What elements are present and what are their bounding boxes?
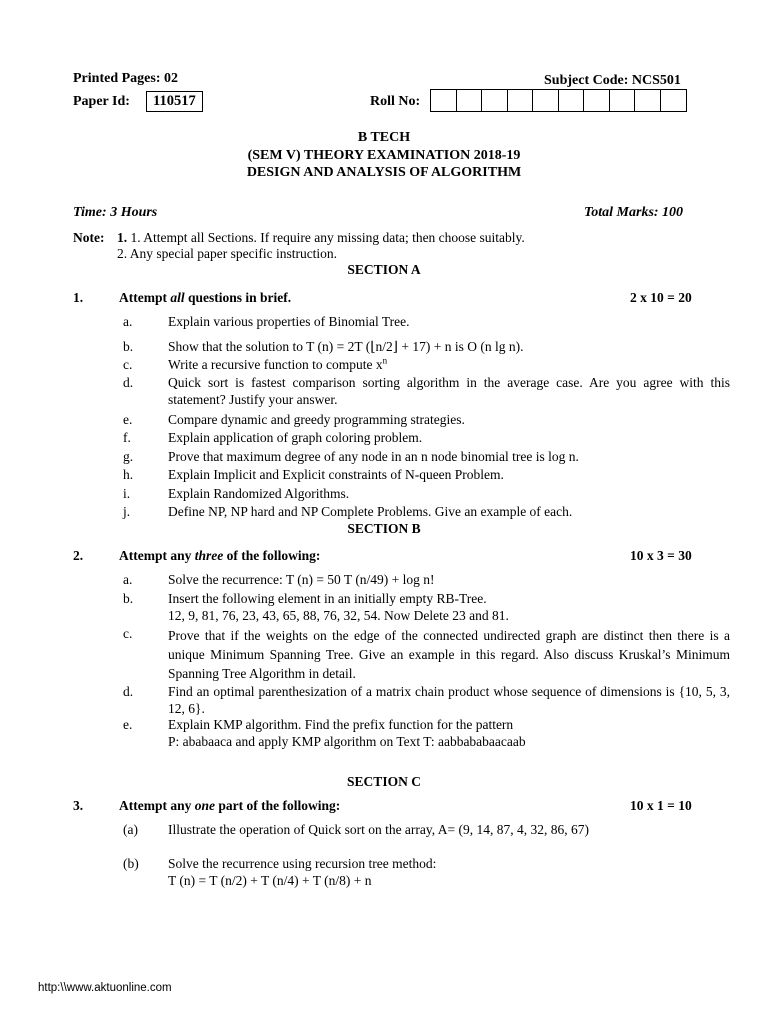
- question-1e: Compare dynamic and greedy programming strategies.: [168, 412, 465, 427]
- roll-cell[interactable]: [610, 90, 636, 111]
- roll-cell[interactable]: [584, 90, 610, 111]
- question-2-marks: 10 x 3 = 30: [630, 548, 692, 563]
- item-label: b.: [123, 339, 134, 354]
- printed-pages: Printed Pages: 02: [73, 71, 178, 86]
- roll-cell[interactable]: [457, 90, 483, 111]
- question-1j: Define NP, NP hard and NP Complete Problems. Give an example of each.: [168, 504, 573, 519]
- paper-id-value: 110517: [146, 91, 203, 112]
- item-label: c.: [123, 357, 133, 372]
- time-allowed: Time: 3 Hours: [73, 205, 158, 220]
- roll-cell[interactable]: [482, 90, 508, 111]
- roll-cell[interactable]: [635, 90, 661, 111]
- subject-code: Subject Code: NCS501: [544, 73, 681, 88]
- roll-cell[interactable]: [508, 90, 534, 111]
- question-2c: Prove that if the weights on the edge of the connected undirected graph are distinct then there is a unique Minimum Spanning Tree. Give an example in this regard. Also discuss Kruskal’s Minimum Spanning Tree Algorithm in detail.: [168, 628, 730, 681]
- question-3b: Solve the recurrence using recursion tree method: T (n) = T (n/2) + T (n/4) + T (n/8) + n: [168, 856, 437, 888]
- item-label: e.: [123, 412, 133, 427]
- item-label: j.: [123, 504, 131, 519]
- section-b-heading: SECTION B: [347, 521, 421, 536]
- question-1-marks: 2 x 10 = 20: [630, 290, 692, 305]
- note-item-2: 2. Any special paper specific instruction.: [117, 246, 338, 261]
- question-1a: Explain various properties of Binomial Tree.: [168, 314, 410, 329]
- note-item-1: 1. 1. Attempt all Sections. If require any missing data; then choose suitably.: [117, 230, 525, 245]
- question-1h: Explain Implicit and Explicit constraints of N-queen Problem.: [168, 467, 504, 482]
- question-2a: Solve the recurrence: T (n) = 50 T (n/49) + log n!: [168, 572, 435, 587]
- item-label: b.: [123, 591, 134, 606]
- title-exam: (SEM V) THEORY EXAMINATION 2018-19: [247, 148, 521, 163]
- item-label: i.: [123, 486, 131, 501]
- note-item-1-text: 1. Attempt all Sections. If require any missing data; then choose suitably.: [130, 230, 525, 245]
- item-label: d.: [123, 684, 134, 699]
- question-1-number: 1.: [73, 290, 84, 305]
- item-label: f.: [123, 430, 131, 445]
- question-1d: Quick sort is fastest comparison sorting algorithm in the average case. Are you agree with this statement? Justify your answer.: [168, 375, 730, 407]
- question-2-number: 2.: [73, 548, 84, 563]
- question-2b: Insert the following element in an initially empty RB-Tree. 12, 9, 81, 76, 23, 43, 65, 88, 76, 32, 54. Now Delete 23 and 81.: [168, 591, 509, 623]
- section-a-heading: SECTION A: [347, 262, 421, 277]
- question-1i: Explain Randomized Algorithms.: [168, 486, 350, 501]
- item-label: g.: [123, 449, 134, 464]
- roll-cell[interactable]: [559, 90, 585, 111]
- question-1b: Show that the solution to T (n) = 2T (⌊n/2⌋ + 17) + n is O (n lg n).: [168, 339, 524, 354]
- total-marks: Total Marks: 100: [584, 205, 684, 220]
- roll-no-label: Roll No:: [370, 94, 421, 109]
- roll-cell[interactable]: [533, 90, 559, 111]
- question-2d: Find an optimal parenthesization of a matrix chain product whose sequence of dimensions is {10, 5, 3, 12, 6}.: [168, 684, 730, 716]
- question-3-marks: 10 x 1 = 10: [630, 798, 692, 813]
- title-degree: B TECH: [357, 130, 411, 145]
- question-3-number: 3.: [73, 798, 84, 813]
- roll-number-boxes[interactable]: [430, 89, 687, 112]
- question-3a: Illustrate the operation of Quick sort on the array, A= (9, 14, 87, 4, 32, 86, 67): [168, 822, 590, 837]
- item-label: (a): [123, 822, 138, 837]
- item-label: h.: [123, 467, 134, 482]
- note-label: Note:: [73, 230, 105, 245]
- item-label: (b): [123, 856, 139, 871]
- roll-cell[interactable]: [431, 90, 457, 111]
- question-2e: Explain KMP algorithm. Find the prefix function for the pattern P: ababaaca and apply KMP algorithm on Text T: aabbababaacaab: [168, 717, 526, 749]
- title-subject: DESIGN AND ANALYSIS OF ALGORITHM: [246, 165, 522, 180]
- item-label: d.: [123, 375, 134, 390]
- question-1f: Explain application of graph coloring problem.: [168, 430, 423, 445]
- question-1c: Write a recursive function to compute $x^n$: [168, 355, 388, 372]
- item-label: a.: [123, 572, 133, 587]
- footer-url[interactable]: http:\\www.aktuonline.com: [38, 982, 172, 994]
- section-c-heading: SECTION C: [347, 774, 421, 789]
- question-1-instruction: Attempt all questions in brief.: [119, 290, 292, 305]
- item-label: c.: [123, 626, 133, 641]
- roll-cell[interactable]: [661, 90, 687, 111]
- item-label: e.: [123, 717, 133, 732]
- paper-id-label: Paper Id:: [73, 94, 130, 109]
- question-3-instruction: Attempt any one part of the following:: [119, 798, 341, 813]
- item-label: a.: [123, 314, 133, 329]
- question-2-instruction: Attempt any three of the following:: [119, 548, 321, 563]
- question-1g: Prove that maximum degree of any node in an n node binomial tree is log n.: [168, 449, 579, 464]
